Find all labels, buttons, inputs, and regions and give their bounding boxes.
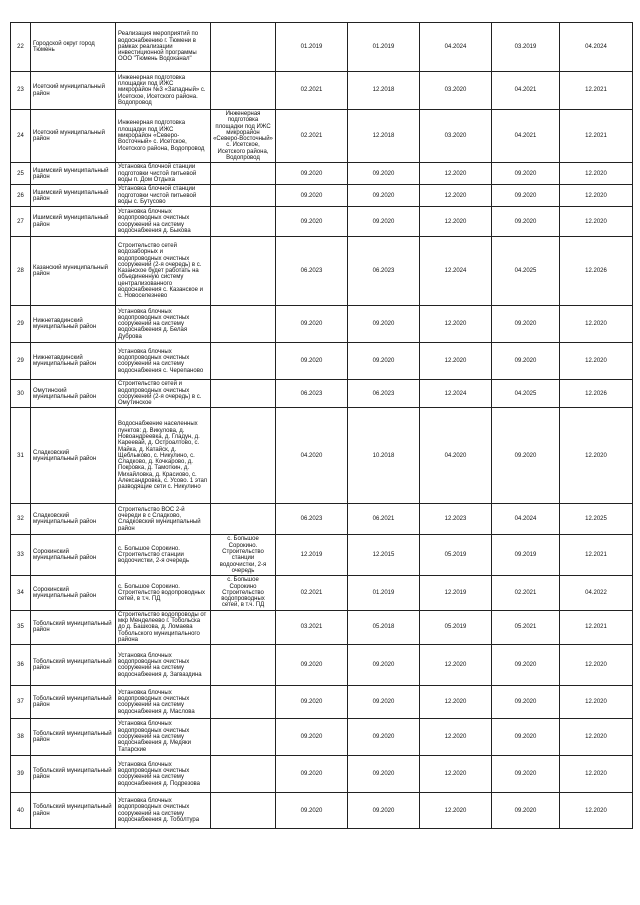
date-cell: 09.2020 — [348, 686, 420, 719]
description-cell: Инженерная подготовка площадки под ИЖС микрорайон «Северо-Восточный» с. Исетское, Исетского района, Водопровод — [116, 110, 211, 163]
object-cell — [211, 645, 276, 686]
date-cell: 12.2020 — [560, 645, 633, 686]
row-number: 33 — [11, 535, 31, 576]
description-cell: Установка блочных водопроводных очистных сооружений на систему водоснабжения с. Черепаново — [116, 343, 211, 380]
description-cell: Установка блочных водопроводных очистных сооружений на систему водоснабжения д. Медяки Татарские — [116, 719, 211, 756]
date-cell: 12.2019 — [276, 535, 348, 576]
date-cell: 06.2023 — [276, 380, 348, 408]
date-cell: 12.2019 — [420, 576, 492, 610]
row-number: 31 — [11, 408, 31, 504]
description-cell: Установка блочных водопроводных очистных сооружений на систему водоснабжения д. Быкова — [116, 207, 211, 237]
date-cell: 09.2019 — [492, 535, 560, 576]
date-cell: 04.2022 — [560, 576, 633, 610]
date-cell: 05.2019 — [420, 535, 492, 576]
date-cell: 12.2023 — [420, 504, 492, 535]
municipality-cell: Тобольский муниципальный район — [31, 610, 116, 644]
municipality-cell: Ишимский муниципальный район — [31, 185, 116, 207]
row-number: 24 — [11, 110, 31, 163]
object-cell — [211, 72, 276, 110]
date-cell: 12.2025 — [560, 504, 633, 535]
date-cell: 10.2018 — [348, 408, 420, 504]
object-cell — [211, 793, 276, 829]
date-cell: 09.2020 — [492, 756, 560, 793]
table-row — [11, 686, 633, 719]
municipality-cell: Сорокинский муниципальный район — [31, 576, 116, 610]
description-cell: Строительство сетей и водопроводных очистных сооружений (2-я очередь) в с. Омутинское — [116, 380, 211, 408]
row-number: 37 — [11, 686, 31, 719]
date-cell: 09.2020 — [276, 793, 348, 829]
municipality-cell: Сорокинский муниципальный район — [31, 535, 116, 576]
date-cell: 12.2020 — [560, 756, 633, 793]
date-cell: 09.2020 — [492, 207, 560, 237]
date-cell: 12.2020 — [560, 408, 633, 504]
object-cell — [211, 306, 276, 343]
description-cell: Строительство водопроводы от мкр Менделеево г. Тобольска до д. Башкова, д. Ломаева Тобольского муниципального района — [116, 610, 211, 644]
date-cell: 12.2015 — [348, 535, 420, 576]
date-cell: 12.2020 — [420, 343, 492, 380]
table-row — [11, 610, 633, 644]
object-cell: с. Большое Сорокино Строительство водопроводных сетей, в т.ч. ПД — [211, 576, 276, 610]
date-cell: 09.2020 — [348, 756, 420, 793]
municipality-cell: Нижнетавдинский муниципальный район — [31, 343, 116, 380]
municipality-cell: Тобольский муниципальный район — [31, 793, 116, 829]
date-cell: 02.2021 — [276, 72, 348, 110]
description-cell: Установка блочных водопроводных очистных сооружений на систему водоснабжения д. Подрезова — [116, 756, 211, 793]
date-cell: 06.2021 — [348, 504, 420, 535]
date-cell: 09.2020 — [348, 645, 420, 686]
date-cell: 09.2020 — [348, 343, 420, 380]
description-cell: Водоснабжение населенных пунктов: д. Викулова, д. Новоандреевка, д. Гладун, д. Кареевай, д. Остроалтово, с. Майка, д. Катайск, д. Щеблыково, с. Никулино, с. Сладково, д. Кочкарово, д. Покровка, д. Тамоткин, д. Михайловка, д. Красиово, с. Александровка, с. Усово. 1 этап разводящие сети с. Никулино — [116, 408, 211, 504]
date-cell: 05.2019 — [420, 610, 492, 644]
date-cell: 09.2020 — [492, 163, 560, 185]
table-body — [11, 23, 633, 829]
date-cell: 09.2020 — [276, 185, 348, 207]
date-cell: 12.2024 — [420, 237, 492, 306]
row-number: 28 — [11, 237, 31, 306]
object-cell: с. Большое Сорокино. Строительство станции водоочистки, 2-я очередь — [211, 535, 276, 576]
date-cell: 12.2021 — [560, 110, 633, 163]
object-cell — [211, 163, 276, 185]
municipality-cell: Казанский муниципальный район — [31, 237, 116, 306]
date-cell: 12.2021 — [560, 72, 633, 110]
table-row — [11, 185, 633, 207]
date-cell: 05.2018 — [348, 610, 420, 644]
date-cell: 06.2023 — [276, 504, 348, 535]
date-cell: 04.2021 — [492, 72, 560, 110]
date-cell: 09.2020 — [348, 163, 420, 185]
municipality-cell: Тобольский муниципальный район — [31, 686, 116, 719]
date-cell: 04.2025 — [492, 380, 560, 408]
object-cell — [211, 719, 276, 756]
description-cell: Инженерная подготовка площадки под ИЖС микрорайон №3 «Западный» с. Исетское, Исетского района. Водопровод — [116, 72, 211, 110]
date-cell: 12.2020 — [420, 793, 492, 829]
table-row — [11, 645, 633, 686]
table-row — [11, 110, 633, 163]
row-number: 35 — [11, 610, 31, 644]
object-cell: Инженерная подготовка площадки под ИЖС микрорайон «Северо-Восточный» с. Исетское, Исетского района, Водопровод — [211, 110, 276, 163]
row-number: 36 — [11, 645, 31, 686]
table-row — [11, 163, 633, 185]
object-cell — [211, 504, 276, 535]
date-cell: 12.2020 — [420, 686, 492, 719]
description-cell: Строительство сетей водозаборных и водопроводных очистных сооружений (2-я очередь) в с. Казанское будет работать на объединенную систему централизованного водоснабжения с. Казанское и с. Новоселезнево — [116, 237, 211, 306]
date-cell: 12.2020 — [560, 306, 633, 343]
date-cell: 09.2020 — [276, 306, 348, 343]
date-cell: 12.2020 — [560, 719, 633, 756]
date-cell: 04.2024 — [420, 23, 492, 72]
date-cell: 09.2020 — [276, 207, 348, 237]
date-cell: 02.2021 — [276, 110, 348, 163]
date-cell: 09.2020 — [348, 793, 420, 829]
municipality-cell: Городской округ город Тюмень — [31, 23, 116, 72]
date-cell: 12.2020 — [420, 207, 492, 237]
date-cell: 09.2020 — [348, 207, 420, 237]
table-row — [11, 343, 633, 380]
row-number: 25 — [11, 163, 31, 185]
date-cell: 12.2020 — [420, 185, 492, 207]
date-cell: 09.2020 — [492, 793, 560, 829]
date-cell: 12.2020 — [560, 686, 633, 719]
object-cell — [211, 380, 276, 408]
date-cell: 09.2020 — [492, 686, 560, 719]
table-row — [11, 504, 633, 535]
row-number: 39 — [11, 756, 31, 793]
date-cell: 12.2021 — [560, 610, 633, 644]
date-cell: 09.2020 — [276, 686, 348, 719]
object-cell — [211, 686, 276, 719]
date-cell: 12.2020 — [560, 185, 633, 207]
object-cell — [211, 343, 276, 380]
date-cell: 05.2021 — [492, 610, 560, 644]
date-cell: 04.2021 — [492, 110, 560, 163]
date-cell: 09.2020 — [276, 719, 348, 756]
table-row — [11, 719, 633, 756]
date-cell: 09.2020 — [276, 645, 348, 686]
table-row — [11, 408, 633, 504]
date-cell: 12.2020 — [420, 719, 492, 756]
row-number: 32 — [11, 504, 31, 535]
date-cell: 04.2020 — [276, 408, 348, 504]
date-cell: 12.2020 — [420, 645, 492, 686]
date-cell: 09.2020 — [276, 163, 348, 185]
municipality-cell: Сладковский муниципальный район — [31, 504, 116, 535]
date-cell: 09.2020 — [492, 645, 560, 686]
municipality-cell: Нижнетавдинский муниципальный район — [31, 306, 116, 343]
date-cell: 09.2020 — [492, 719, 560, 756]
date-cell: 12.2020 — [420, 756, 492, 793]
description-cell: Установка блочных водопроводных очистных сооружений на систему водоснабжения д. Маслова — [116, 686, 211, 719]
description-cell: Реализация мероприятий по водоснабжению г. Тюмени в рамках реализации инвестиционной программы ООО "Тюмень Водоканал" — [116, 23, 211, 72]
object-cell — [211, 610, 276, 644]
row-number: 34 — [11, 576, 31, 610]
date-cell: 03.2020 — [420, 72, 492, 110]
date-cell: 09.2020 — [348, 185, 420, 207]
date-cell: 04.2024 — [492, 504, 560, 535]
date-cell: 04.2024 — [560, 23, 633, 72]
date-cell: 03.2020 — [420, 110, 492, 163]
object-cell — [211, 756, 276, 793]
date-cell: 09.2020 — [492, 306, 560, 343]
date-cell: 04.2025 — [492, 237, 560, 306]
row-number: 22 — [11, 23, 31, 72]
table-row — [11, 793, 633, 829]
date-cell: 12.2020 — [560, 163, 633, 185]
table-row — [11, 237, 633, 306]
row-number: 27 — [11, 207, 31, 237]
date-cell: 12.2020 — [560, 343, 633, 380]
date-cell: 01.2019 — [276, 23, 348, 72]
municipality-cell: Исетский муниципальный район — [31, 110, 116, 163]
description-cell: Установка блочных водопроводных очистных сооружений на систему водоснабжения д. Загваздина — [116, 645, 211, 686]
municipality-cell: Исетский муниципальный район — [31, 72, 116, 110]
row-number: 29 — [11, 343, 31, 380]
date-cell: 09.2020 — [348, 719, 420, 756]
table-row — [11, 380, 633, 408]
row-number: 40 — [11, 793, 31, 829]
date-cell: 02.2021 — [276, 576, 348, 610]
description-cell: Установка блочной станции подготовки чистой питьевой воды п. Дом Отдыха — [116, 163, 211, 185]
date-cell: 01.2019 — [348, 23, 420, 72]
date-cell: 04.2020 — [420, 408, 492, 504]
date-cell: 09.2020 — [348, 306, 420, 343]
row-number: 23 — [11, 72, 31, 110]
description-cell: с. Большое Сорокино. Строительство водопроводных сетей, в т.ч. ПД — [116, 576, 211, 610]
description-cell: Установка блочной станции подготовки чистой питьевой воды с. Бутусово — [116, 185, 211, 207]
date-cell: 12.2018 — [348, 72, 420, 110]
row-number: 30 — [11, 380, 31, 408]
date-cell: 06.2023 — [348, 237, 420, 306]
date-cell: 12.2026 — [560, 380, 633, 408]
date-cell: 09.2020 — [276, 756, 348, 793]
date-cell: 06.2023 — [276, 237, 348, 306]
date-cell: 12.2020 — [560, 207, 633, 237]
municipality-cell: Тобольский муниципальный район — [31, 719, 116, 756]
row-number: 29 — [11, 306, 31, 343]
object-cell — [211, 23, 276, 72]
date-cell: 02.2021 — [492, 576, 560, 610]
municipality-cell: Омутинский муниципальный район — [31, 380, 116, 408]
date-cell: 12.2020 — [420, 306, 492, 343]
registry-table — [10, 22, 633, 829]
object-cell — [211, 207, 276, 237]
table-row — [11, 535, 633, 576]
table-row — [11, 306, 633, 343]
table-row — [11, 756, 633, 793]
date-cell: 12.2024 — [420, 380, 492, 408]
municipality-cell: Тобольский муниципальный район — [31, 645, 116, 686]
date-cell: 12.2018 — [348, 110, 420, 163]
row-number: 26 — [11, 185, 31, 207]
table-row — [11, 23, 633, 72]
table-row — [11, 207, 633, 237]
municipality-cell: Тобольский муниципальный район — [31, 756, 116, 793]
municipality-cell: Сладковский муниципальный район — [31, 408, 116, 504]
date-cell: 09.2020 — [276, 343, 348, 380]
municipality-cell: Ишимский муниципальный район — [31, 163, 116, 185]
date-cell: 12.2021 — [560, 535, 633, 576]
date-cell: 09.2020 — [492, 185, 560, 207]
document-page — [10, 22, 632, 829]
object-cell — [211, 237, 276, 306]
date-cell: 12.2020 — [420, 163, 492, 185]
municipality-cell: Ишимский муниципальный район — [31, 207, 116, 237]
description-cell: Строительство ВОС 2-й очереди в с Сладково, Сладковский муниципальный район — [116, 504, 211, 535]
object-cell — [211, 185, 276, 207]
date-cell: 12.2026 — [560, 237, 633, 306]
date-cell: 01.2019 — [348, 576, 420, 610]
table-row — [11, 72, 633, 110]
date-cell: 06.2023 — [348, 380, 420, 408]
description-cell: Установка блочных водопроводных очистных сооружений на систему водоснабжения д. Белая Дуброва — [116, 306, 211, 343]
date-cell: 03.2019 — [492, 23, 560, 72]
date-cell: 09.2020 — [492, 343, 560, 380]
description-cell: Установка блочных водопроводных очистных сооружений на систему водоснабжения д. Тоболтура — [116, 793, 211, 829]
date-cell: 03.2021 — [276, 610, 348, 644]
table-row — [11, 576, 633, 610]
date-cell: 12.2020 — [560, 793, 633, 829]
row-number: 38 — [11, 719, 31, 756]
object-cell — [211, 408, 276, 504]
date-cell: 09.2020 — [492, 408, 560, 504]
description-cell: с. Большое Сорокино. Строительство станции водоочистки, 2-я очередь — [116, 535, 211, 576]
